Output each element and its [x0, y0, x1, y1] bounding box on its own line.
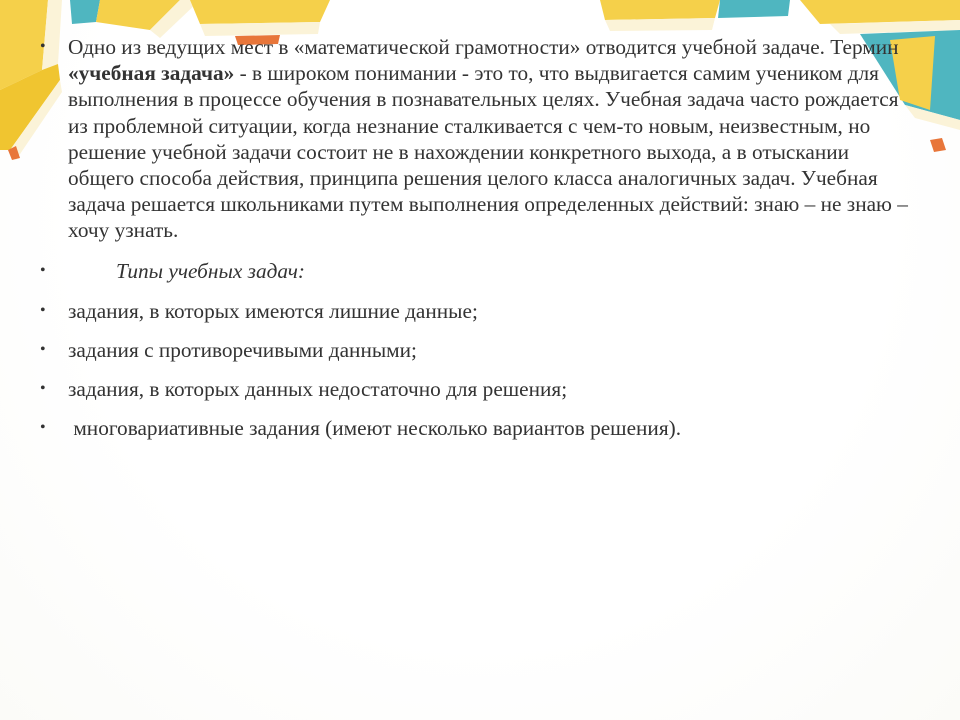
bullet: • [40, 301, 46, 319]
types-heading-row [40, 258, 920, 284]
bullet: • [40, 419, 46, 437]
term-bold: «учебная задача» [68, 61, 235, 86]
list-item-text: многовариативные задания (имеют несколько вариантов решения). [68, 416, 682, 441]
bullet: • [40, 341, 46, 359]
types-heading: Типы учебных задач: [116, 258, 305, 283]
list-item-text: задания с противоречивыми данными; [68, 338, 417, 363]
list-item [40, 376, 920, 402]
slide-content [40, 34, 920, 455]
paragraph-text-1: Одно из ведущих мест в «математической грамотности» отводится учебной задаче. Термин [68, 35, 899, 59]
intro-paragraph [40, 34, 920, 244]
list-item [40, 298, 920, 324]
list-item [40, 337, 920, 363]
bullet: • [40, 261, 46, 279]
paragraph-text-2: - в широком понимании - это то, что выдвигается самим учеником для выполнения в процессе обучения в познавательных целях. Учебная задача часто рождается из проблемной ситуации, когда незнание сталкивается с чем-то новым, неизвестным, но решение учебной задачи состоит не в нахождении конкретного выхода, а в отыскании общего способа действия, принципа решения целого класса аналогичных задач. Учебная задача решается школьниками путем выполнения определенных действий: знаю – не знаю – хочу узнать. [68, 61, 908, 243]
list-item-text: задания, в которых имеются лишние данные; [68, 298, 478, 323]
list-item [40, 415, 920, 441]
bullet: • [40, 380, 46, 398]
list-item-text: задания, в которых данных недостаточно для решения; [68, 377, 568, 402]
bullet: • [40, 38, 46, 55]
